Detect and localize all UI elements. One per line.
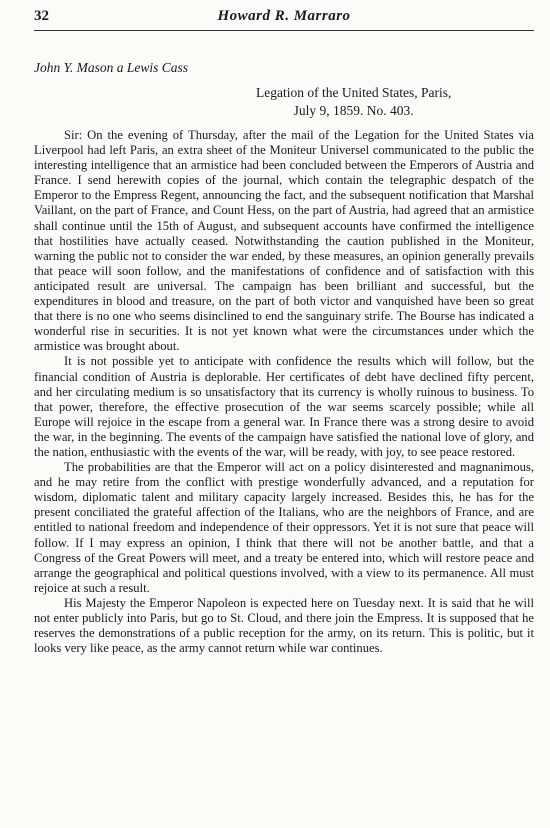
dateline-place: Legation of the United States, Paris, — [256, 85, 452, 100]
header-rule — [34, 30, 534, 31]
dateline — [256, 84, 451, 120]
paragraph: Sir: On the evening of Thursday, after the mail of the Legation for the United States via Liverpool had left Paris, an extra sheet of the Moniteur Universel communicated to the public the interesting intelligence that an armistice had been concluded between the Emperors of Austria and France. I send herewith copies of the journal, which contain the telegraphic despatch of the Emperor to the Empress Regent, announcing the fact, and the subsequent notification that Marshal Vaillant, on the part of France, and Count Hess, on the part of Austria, had agreed that an armistice shall continue until the 15th of August, and subsequent accounts have confirmed the intelligence that hostilities have actually ceased. Notwithstanding the caution published in the Moniteur, warning the public not to consider the war ended, by these measures, an opinion generally prevails that peace will soon follow, and the manifestations of confidence and of satisfaction with this anticipated result are universal. The campaign has been brilliant and successful, but the expenditures in blood and treasure, on the part of both victor and vanquished have been so great that there is no one who seems disinclined to end the sanguinary strife. The Bourse has indicated a wonderful rise in securities. It is not yet known what were the circumstances under which the armistice was brought about. — [34, 128, 534, 354]
letter-heading: John Y. Mason a Lewis Cass — [34, 60, 189, 75]
letter-body — [34, 128, 534, 656]
page-number: 32 — [34, 8, 49, 24]
paragraph: It is not possible yet to anticipate with confidence the results which will follow, but the financial condition of Austria is deplorable. Her certificates of debt have declined fifty percent, and her circulating medium is so unsatisfactory that its currency is wholly ruinous to business. To that power, therefore, the effective prosecution of the war seems scarcely possible; while all Europe will rejoice in the escape from a general war. In France there was a strong desire to avoid the war, in the beginning. The events of the campaign have satisfied the national love of glory, and the nation, enthusiastic with the events of the war, will be ready, with joy, to see peace restored. — [34, 354, 534, 459]
running-title: Howard R. Marraro — [217, 8, 351, 24]
dateline-date: July 9, 1859. No. 403. — [293, 103, 414, 118]
paragraph: The probabilities are that the Emperor will act on a policy disinterested and magnanimous, and he may retire from the conflict with prestige wonderfully advanced, and a reputation for wisdom, diplomatic talent and military capacity largely increased. Besides this, he has for the present conciliated the grateful affection of the Italians, who are the neighbors of France, and are entitled to national freedom and independence of their oppressors. Yet it is not sure that peace will follow. If I may express an opinion, I think that there will not be another battle, and that a Congress of the Great Powers will meet, and a treaty be entered into, which will restore peace and arrange the geographical and political questions involved, with a view to its permanence. All must rejoice at such a result. — [34, 460, 534, 595]
paragraph: His Majesty the Emperor Napoleon is expected here on Tuesday next. It is said that he will not enter publicly into Paris, but go to St. Cloud, and there join the Empress. It is supposed that he reserves the demonstrations of a public reception for the army, on its return. This is politic, but it looks very like peace, as the army cannot return while war continues. — [34, 595, 534, 656]
running-head — [34, 8, 534, 30]
